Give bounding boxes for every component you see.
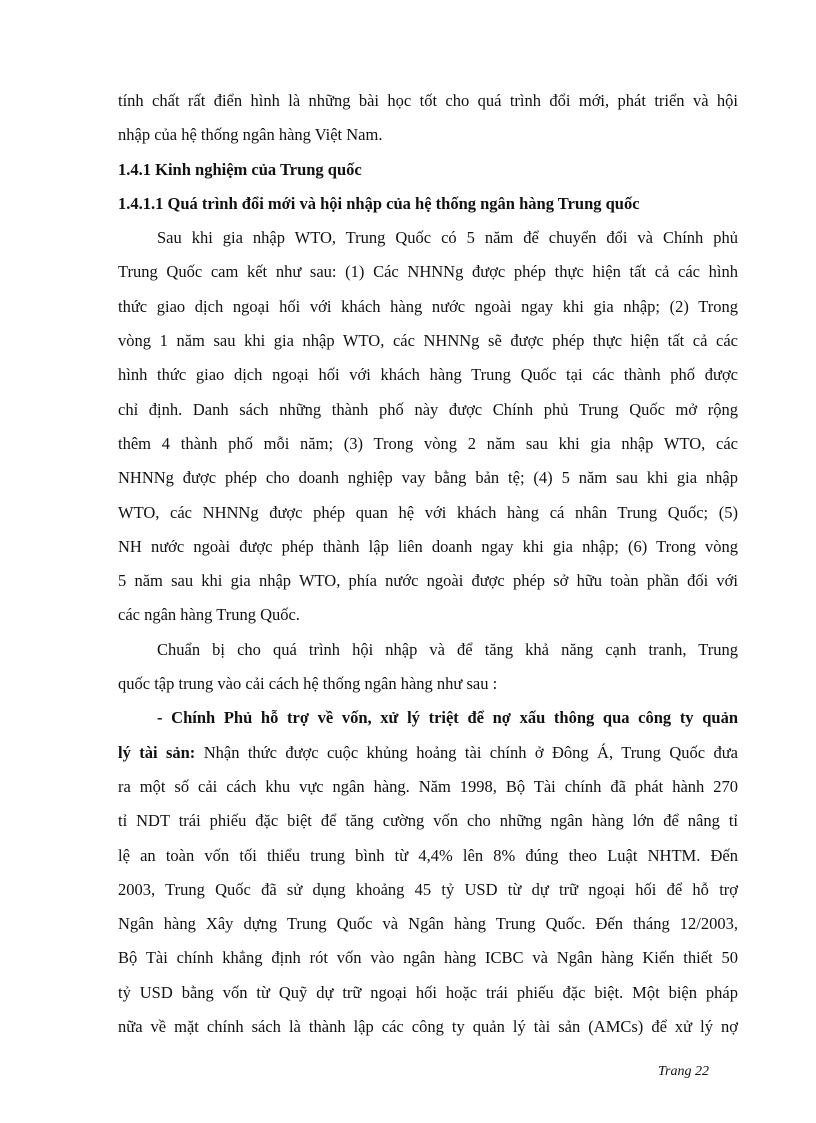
text-line: Ngân hàng Xây dựng Trung Quốc và Ngân hàng Trung Quốc. Đến tháng 12/2003,	[118, 914, 738, 934]
page-number: Trang 22	[658, 1064, 709, 1079]
text-line: lệ an toàn vốn tối thiểu trung bình từ 4,4% lên 8% đúng theo Luật NHTM. Đến	[118, 845, 738, 865]
text-line: NH nước ngoài được phép thành lập liên doanh ngay khi gia nhập; (6) Trong vòng	[118, 536, 738, 556]
text-line: Bộ Tài chính khẳng định rót vốn vào ngân hàng ICBC và Ngân hàng Kiến thiết 50	[118, 948, 738, 968]
bold-text-line: - Chính Phủ hỗ trợ về vốn, xử lý triệt để nợ xấu thông qua công ty quản	[157, 708, 738, 728]
section-heading: 1.4.1 Kinh nghiệm của Trung quốc	[118, 159, 362, 179]
text-line: hình thức giao dịch ngoại hối với khách hàng Trung Quốc tại các thành phố được	[118, 365, 738, 385]
intro-paragraph	[118, 84, 738, 153]
text-line: tỉ NDT trái phiếu đặc biệt để tăng cường vốn cho những ngân hàng lớn để nâng tỉ	[118, 811, 738, 831]
paragraph-wto-commitments	[118, 221, 738, 633]
subsection-heading: 1.4.1.1 Quá trình đổi mới và hội nhập của hệ thống ngân hàng Trung quốc	[118, 193, 640, 213]
text-line: Trung Quốc cam kết như sau: (1) Các NHNNg được phép thực hiện tất cả các hình	[118, 262, 738, 282]
text-line: WTO, các NHNNg được phép quan hệ với khách hàng cá nhân Trung Quốc; (5)	[118, 502, 738, 522]
text-line: Sau khi gia nhập WTO, Trung Quốc có 5 năm để chuyển đổi và Chính phủ	[157, 228, 738, 248]
text-line: 5 năm sau khi gia nhập WTO, phía nước ngoài được phép sở hữu toàn phần đối với	[118, 571, 738, 591]
text-line: thêm 4 thành phố mỗi năm; (3) Trong vòng 2 năm sau khi gia nhập WTO, các	[118, 433, 738, 453]
text-line: quốc tập trung vào cải cách hệ thống ngân hàng như sau :	[118, 674, 498, 694]
text-line: các ngân hàng Trung Quốc.	[118, 605, 300, 625]
text-line: ra một số cải cách khu vực ngân hàng. Năm 1998, Bộ Tài chính đã phát hành 270	[118, 776, 738, 796]
text-line: thức giao dịch ngoại hối với khách hàng nước ngoài ngay khi gia nhập; (2) Trong	[118, 296, 738, 316]
text-line: chỉ định. Danh sách những thành phố này được Chính phủ Trung Quốc mở rộng	[118, 399, 738, 419]
bold-lead: lý tài sản:	[118, 742, 196, 762]
paragraph-government-support	[118, 701, 738, 1044]
text-line: nữa về mặt chính sách là thành lập các công ty quản lý tài sản (AMCs) để xử lý nợ	[118, 1017, 738, 1037]
text-line: nhập của hệ thống ngân hàng Việt Nam.	[118, 125, 383, 145]
page-body	[118, 84, 738, 1044]
line-rest: Nhận thức được cuộc khủng hoảng tài chính ở Đông Á, Trung Quốc đưa	[195, 742, 738, 762]
paragraph-preparation	[118, 633, 738, 702]
text-line: NHNNg được phép cho doanh nghiệp vay bằng bản tệ; (4) 5 năm sau khi gia nhập	[118, 468, 738, 488]
text-line: vòng 1 năm sau khi gia nhập WTO, các NHNNg sẽ được phép thực hiện tất cả các	[118, 331, 738, 351]
text-line	[118, 736, 738, 770]
text-line: tỷ USD bằng vốn từ Quỹ dự trữ ngoại hối hoặc trái phiếu đặc biệt. Một biện pháp	[118, 982, 738, 1002]
text-line: Chuẩn bị cho quá trình hội nhập và để tăng khả năng cạnh tranh, Trung	[157, 639, 738, 659]
text-line: 2003, Trung Quốc đã sử dụng khoảng 45 tỷ USD từ dự trữ ngoại hối để hỗ trợ	[118, 879, 738, 899]
text-line: tính chất rất điển hình là những bài học tốt cho quá trình đổi mới, phát triển và hội	[118, 91, 738, 110]
